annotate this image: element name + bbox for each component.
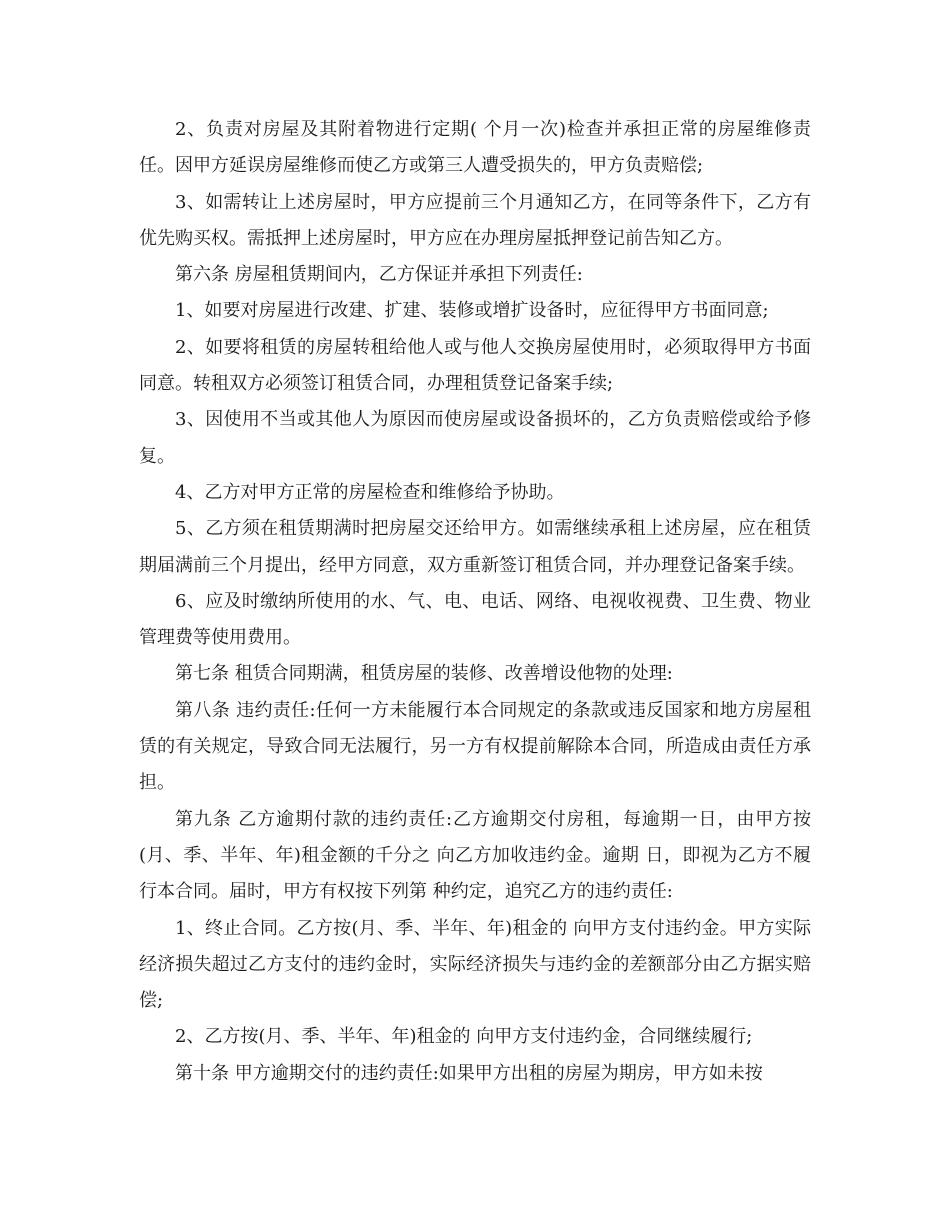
paragraph: 1、终止合同。乙方按(月、季、半年、年)租金的 向甲方支付违约金。甲方实际经济损失超过乙方支付的违约金时，实际经济损失与违约金的差额部分由乙方据实赔偿; (139, 917, 811, 1012)
paragraph: 2、负责对房屋及其附着物进行定期( 个月一次)检查并承担正常的房屋维修责任。因甲方延误房屋维修而使乙方或第三人遭受损失的，甲方负责赔偿; (139, 119, 811, 177)
paragraph: 3、如需转让上述房屋时，甲方应提前三个月通知乙方，在同等条件下，乙方有优先购买权。需抵押上述房屋时，甲方应在办理房屋抵押登记前告知乙方。 (139, 191, 811, 249)
section-paragraph: 第九条 乙方逾期付款的违约责任:乙方逾期交付房租，每逾期一日，由甲方按(月、季、半年、年)租金额的千分之 向乙方加收违约金。逾期 日，即视为乙方不履行本合同。届时，甲方有权按下列第 种约定，追究乙方的违约责任: (139, 808, 811, 903)
paragraph: 4、乙方对甲方正常的房屋检查和维修给予协助。 (175, 481, 565, 503)
section-paragraph: 第十条 甲方逾期交付的违约责任:如果甲方出租的房屋为期房，甲方如未按 (175, 1062, 763, 1084)
document-body (139, 112, 811, 1092)
paragraph: 2、乙方按(月、季、半年、年)租金的 向甲方支付违约金，合同继续履行; (175, 1026, 753, 1048)
paragraph: 1、如要对房屋进行改建、扩建、装修或增扩设备时，应征得甲方书面同意; (175, 300, 769, 322)
paragraph: 5、乙方须在租赁期满时把房屋交还给甲方。如需继续承租上述房屋，应在租赁期届满前三个月提出，经甲方同意，双方重新签订租赁合同，并办理登记备案手续。 (139, 518, 811, 576)
paragraph: 3、因使用不当或其他人为原因而使房屋或设备损坏的，乙方负责赔偿或给予修复。 (139, 409, 811, 467)
section-heading: 第七条 租赁合同期满，租赁房屋的装修、改善增设他物的处理: (175, 663, 673, 685)
section-paragraph: 第八条 违约责任:任何一方未能履行本合同规定的条款或违反国家和地方房屋租赁的有关规定，导致合同无法履行，另一方有权提前解除本合同，所造成由责任方承担。 (139, 699, 811, 794)
paragraph: 2、如要将租赁的房屋转租给他人或与他人交换房屋使用时，必须取得甲方书面同意。转租双方必须签订租赁合同，办理租赁登记备案手续; (139, 336, 811, 395)
paragraph: 6、应及时缴纳所使用的水、气、电、电话、网络、电视收视费、卫生费、物业管理费等使用费用。 (139, 590, 811, 649)
section-heading: 第六条 房屋租赁期间内，乙方保证并承担下列责任: (175, 264, 583, 286)
